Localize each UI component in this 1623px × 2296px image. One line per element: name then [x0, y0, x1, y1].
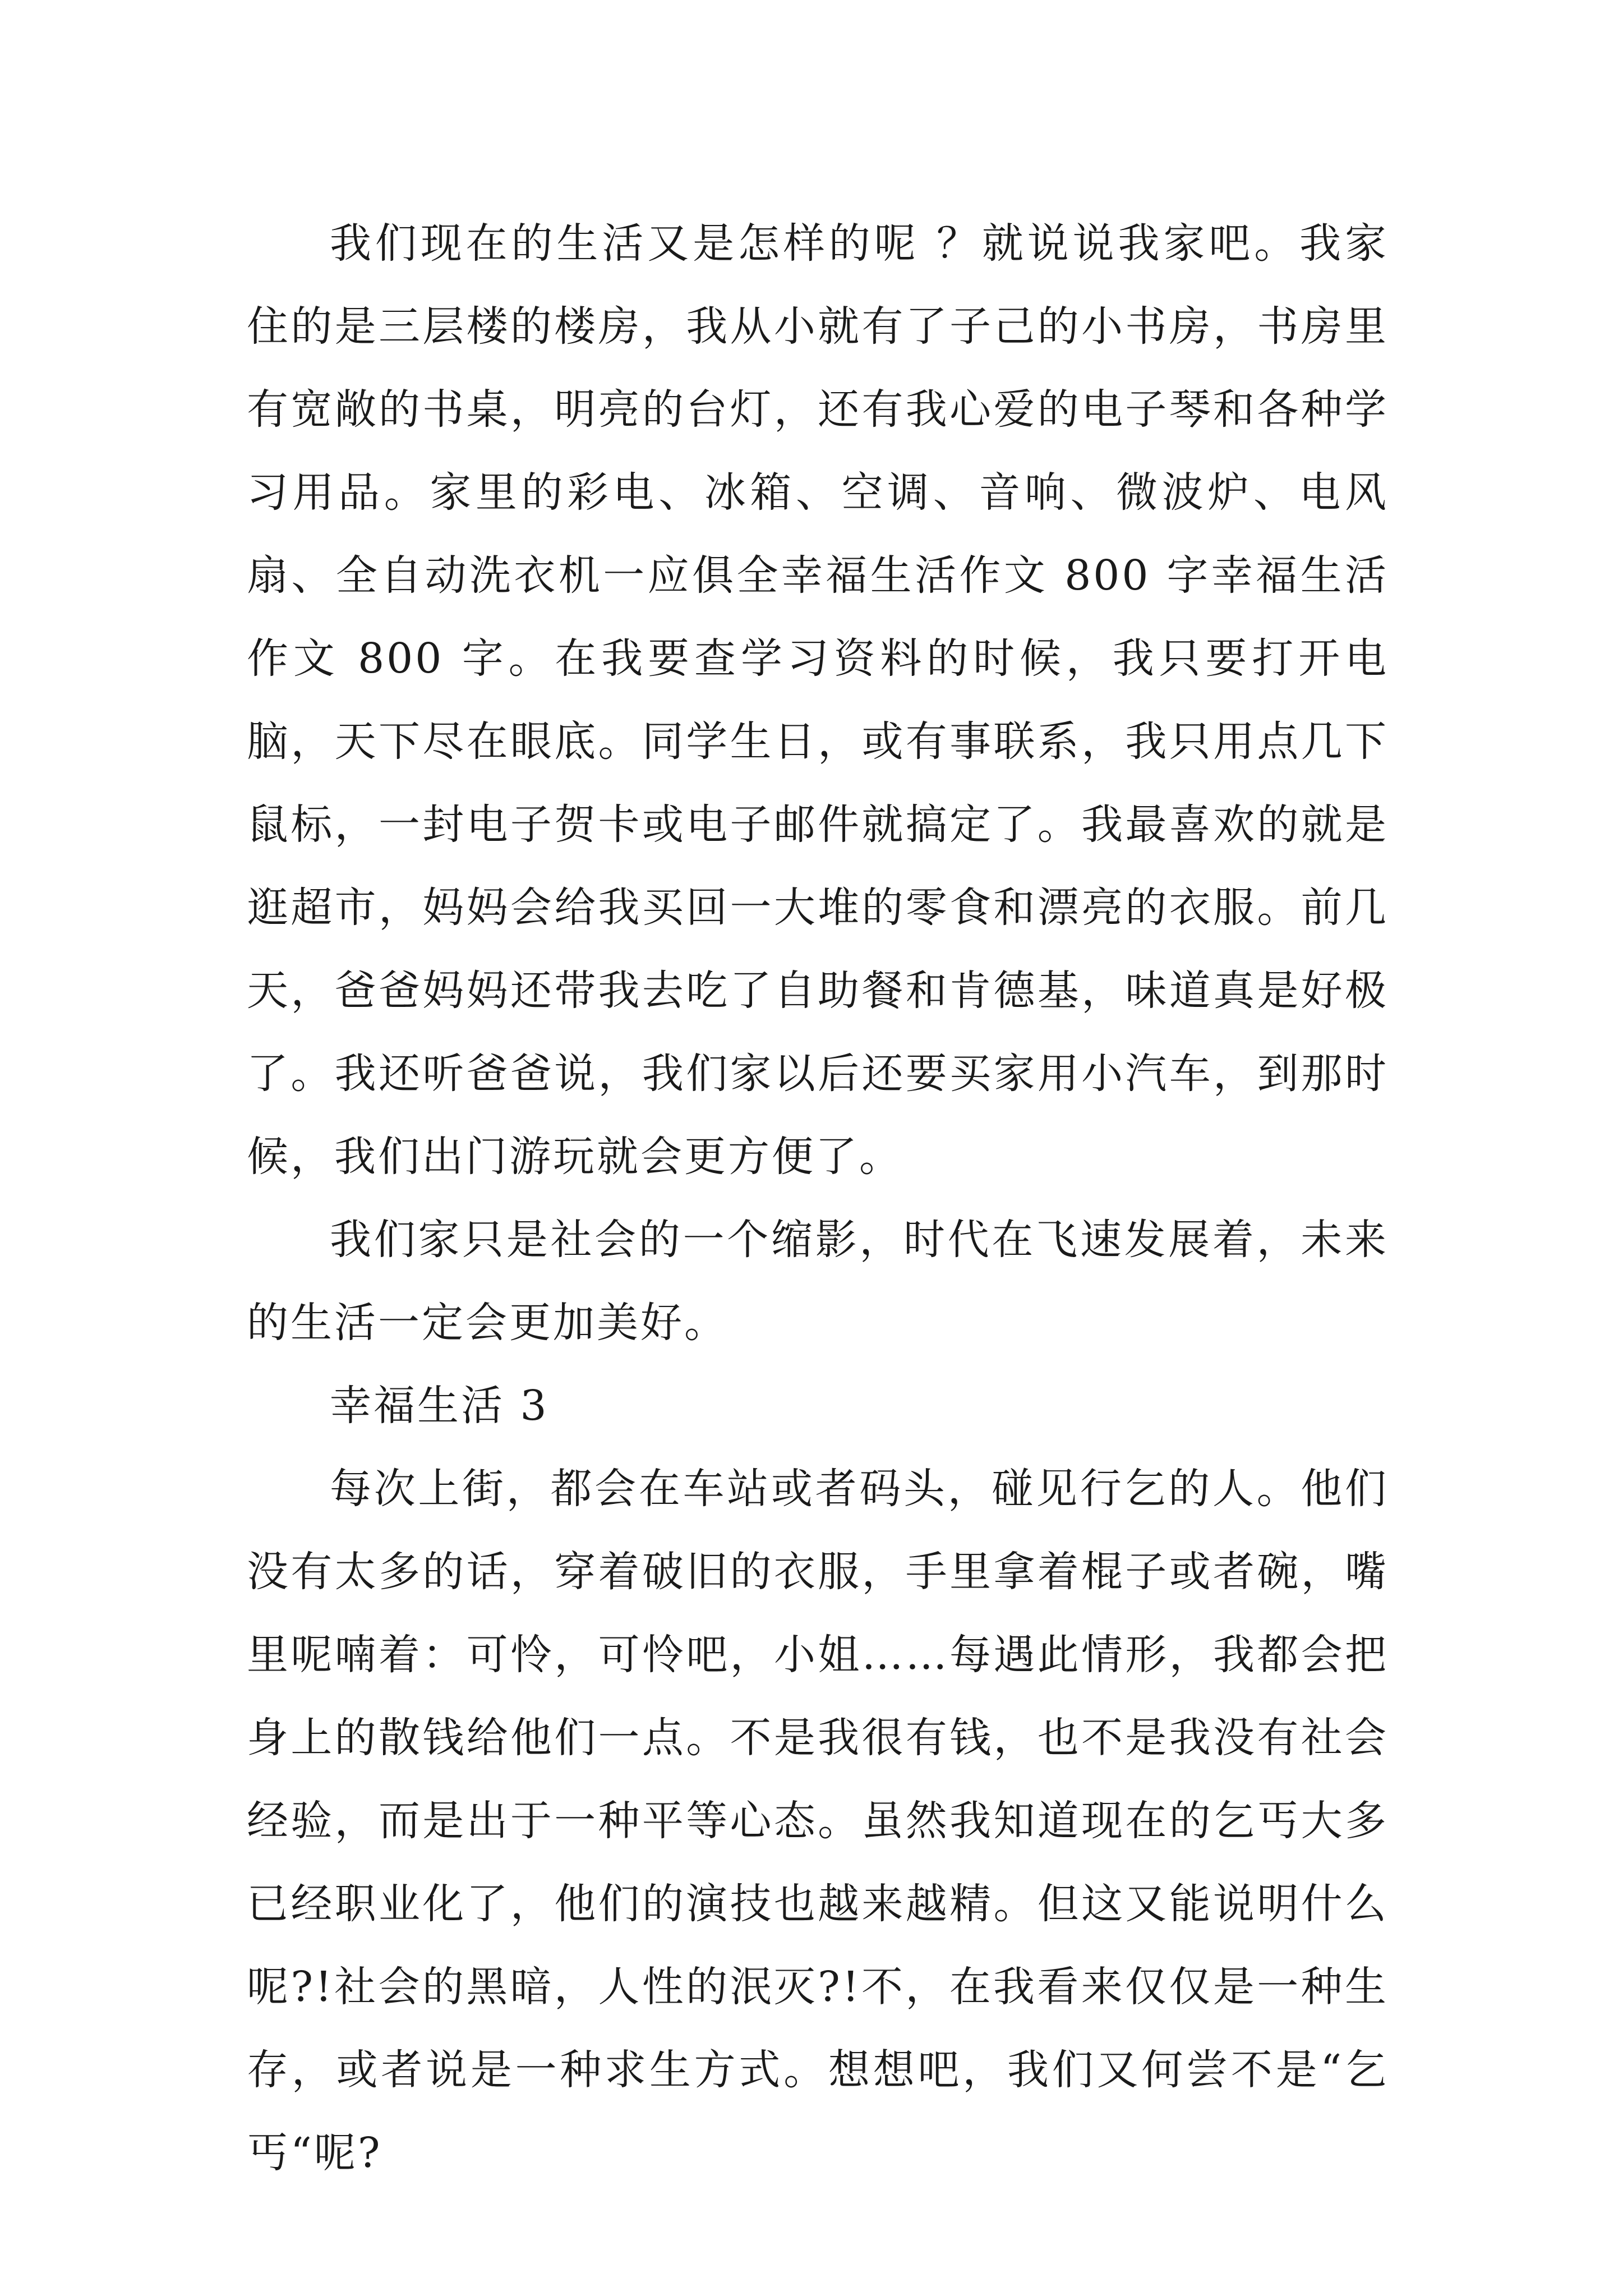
- paragraph-beggars: 每次上街，都会在车站或者码头，碰见行乞的人。他们没有太多的话，穿着破旧的衣服，手里拿着棍子或者碗，嘴里呢喃着：可怜，可怜吧，小姐……每遇此情形，我都会把身上的散钱给他们一点。不是我很有钱，也不是我没有社会经验，而是出于一种平等心态。虽然我知道现在的乞丐大多已经职业化了，他们的演技也越来越精。但这又能说明什么呢?!社会的黑暗，人性的泯灭?!不，在我看来仅仅是一种生存，或者说是一种求生方式。想想吧，我们又何尝不是“乞丐“呢?: [247, 1465, 1389, 2177]
- paragraph-family-life: 我们现在的生活又是怎样的呢 ？就说说我家吧。我家住的是三层楼的楼房，我从小就有了子己的小书房，书房里有宽敞的书桌，明亮的台灯，还有我心爱的电子琴和各种学习用品。家里的彩电、冰箱、空调、音响、微波炉、电风扇、全自动洗衣机一应俱全幸福生活作文 800 字幸福生活作文 800 字。在我要查学习资料的时候，我只要打开电脑，天下尽在眼底。同学生日，或有事联系，我只用点几下鼠标，一封电子贺卡或电子邮件就搞定了。我最喜欢的就是逛超市，妈妈会给我买回一大堆的零食和漂亮的衣服。前几天，爸爸妈妈还带我去吃了自助餐和肯德基，味道真是好极了。我还听爸爸说，我们家以后还要买家用小汽车，到那时候，我们出门游玩就会更方便了。: [247, 219, 1389, 1181]
- section-title: 幸福生活 3: [330, 1382, 549, 1430]
- paragraph-society-summary: 我们家只是社会的一个缩影，时代在飞速发展着，未来的生活一定会更加美好。: [247, 1216, 1389, 1347]
- document-body: [247, 202, 1389, 2194]
